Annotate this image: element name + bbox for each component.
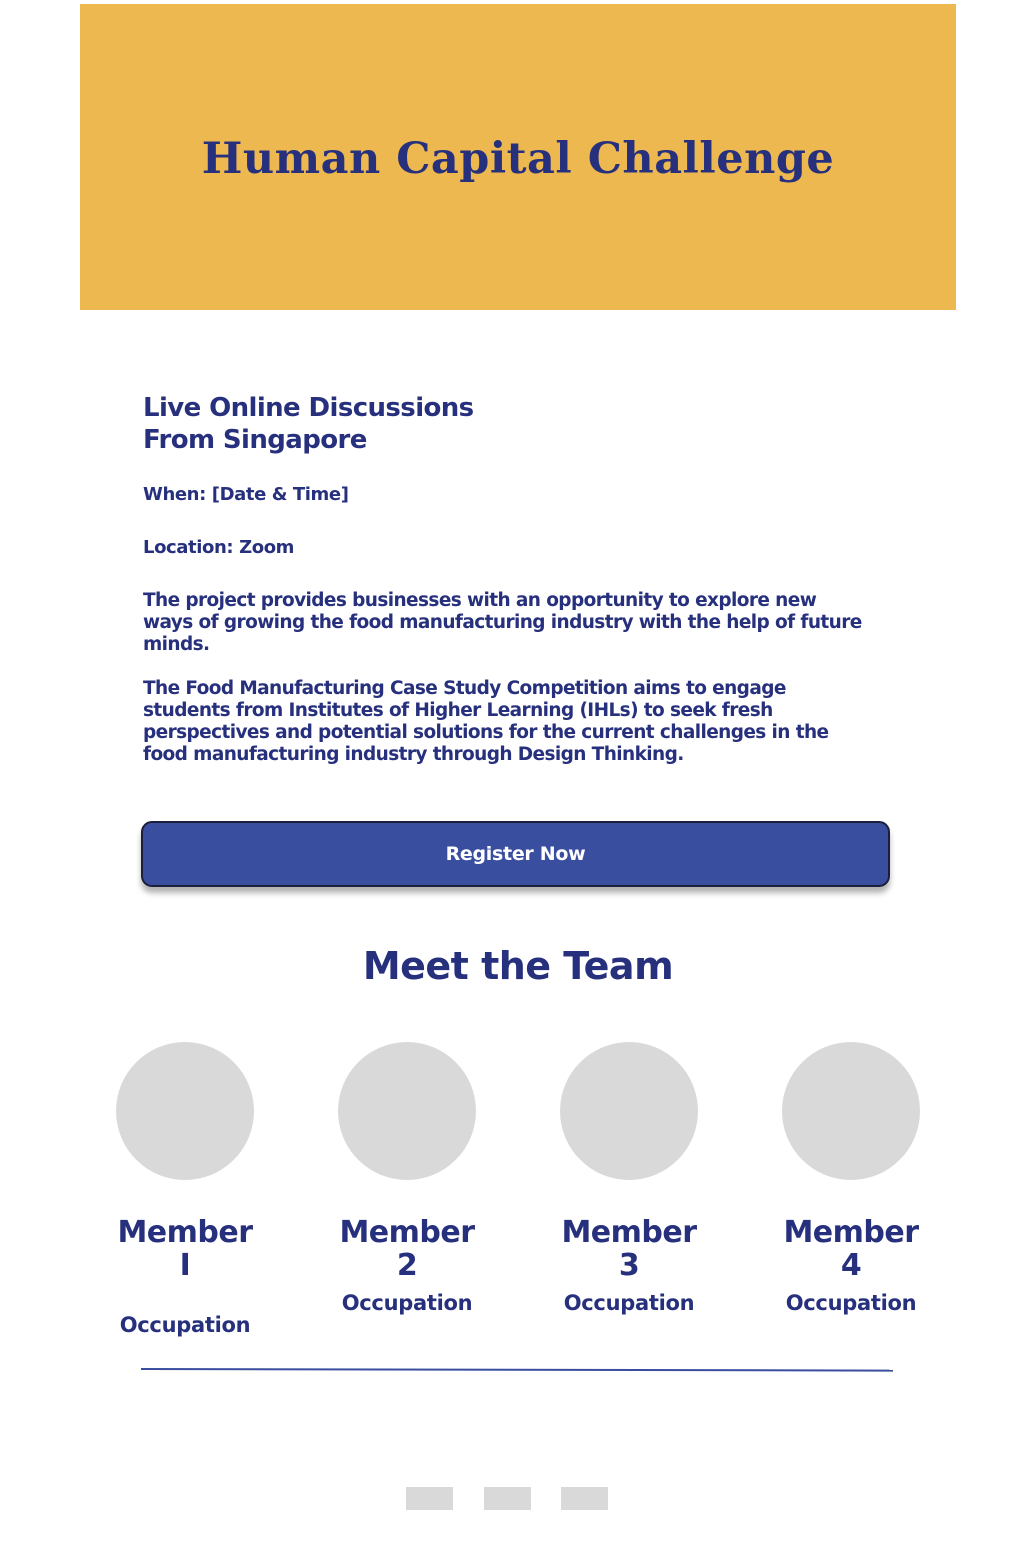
- team-member-card: [307, 1042, 507, 1316]
- avatar: [338, 1042, 476, 1180]
- member-name: Member 2: [339, 1215, 475, 1283]
- team-section-title: Meet the Team: [362, 944, 674, 988]
- page-title: Human Capital Challenge: [201, 134, 835, 184]
- section-divider: [141, 1368, 893, 1372]
- event-when: When: [Date & Time]: [143, 484, 349, 505]
- member-name: Member 4: [783, 1215, 919, 1283]
- event-heading: Live Online Discussions From Singapore: [143, 393, 474, 455]
- member-name: Member 3: [561, 1215, 697, 1283]
- team-member-card: [529, 1042, 729, 1316]
- member-name: Member I: [117, 1215, 253, 1283]
- social-icon-placeholder[interactable]: [561, 1487, 608, 1510]
- event-description-2: The Food Manufacturing Case Study Competition aims to engage students from Institutes of Higher Learning (IHLs) to seek fresh perspectives and potential solutions for the current challenges in the food manufacturing industry through Design Thinking.: [143, 678, 829, 765]
- social-icon-placeholder[interactable]: [406, 1487, 453, 1510]
- member-occupation: Occupation: [119, 1313, 251, 1337]
- social-icon-placeholder[interactable]: [484, 1487, 531, 1510]
- member-occupation: Occupation: [785, 1291, 917, 1315]
- event-description-1: The project provides businesses with an opportunity to explore new ways of growing the food manufacturing industry with the help of future minds.: [143, 590, 862, 655]
- team-member-card: [751, 1042, 951, 1316]
- social-links: [406, 1487, 616, 1511]
- avatar: [116, 1042, 254, 1180]
- team-members: [0, 1042, 1036, 1337]
- event-details: [143, 392, 873, 766]
- member-occupation: Occupation: [563, 1291, 695, 1315]
- event-location: Location: Zoom: [143, 537, 295, 558]
- avatar: [560, 1042, 698, 1180]
- member-occupation: Occupation: [341, 1291, 473, 1315]
- register-now-button[interactable]: Register Now: [141, 821, 890, 887]
- hero-banner: [80, 4, 956, 310]
- team-member-card: [85, 1042, 285, 1338]
- avatar: [782, 1042, 920, 1180]
